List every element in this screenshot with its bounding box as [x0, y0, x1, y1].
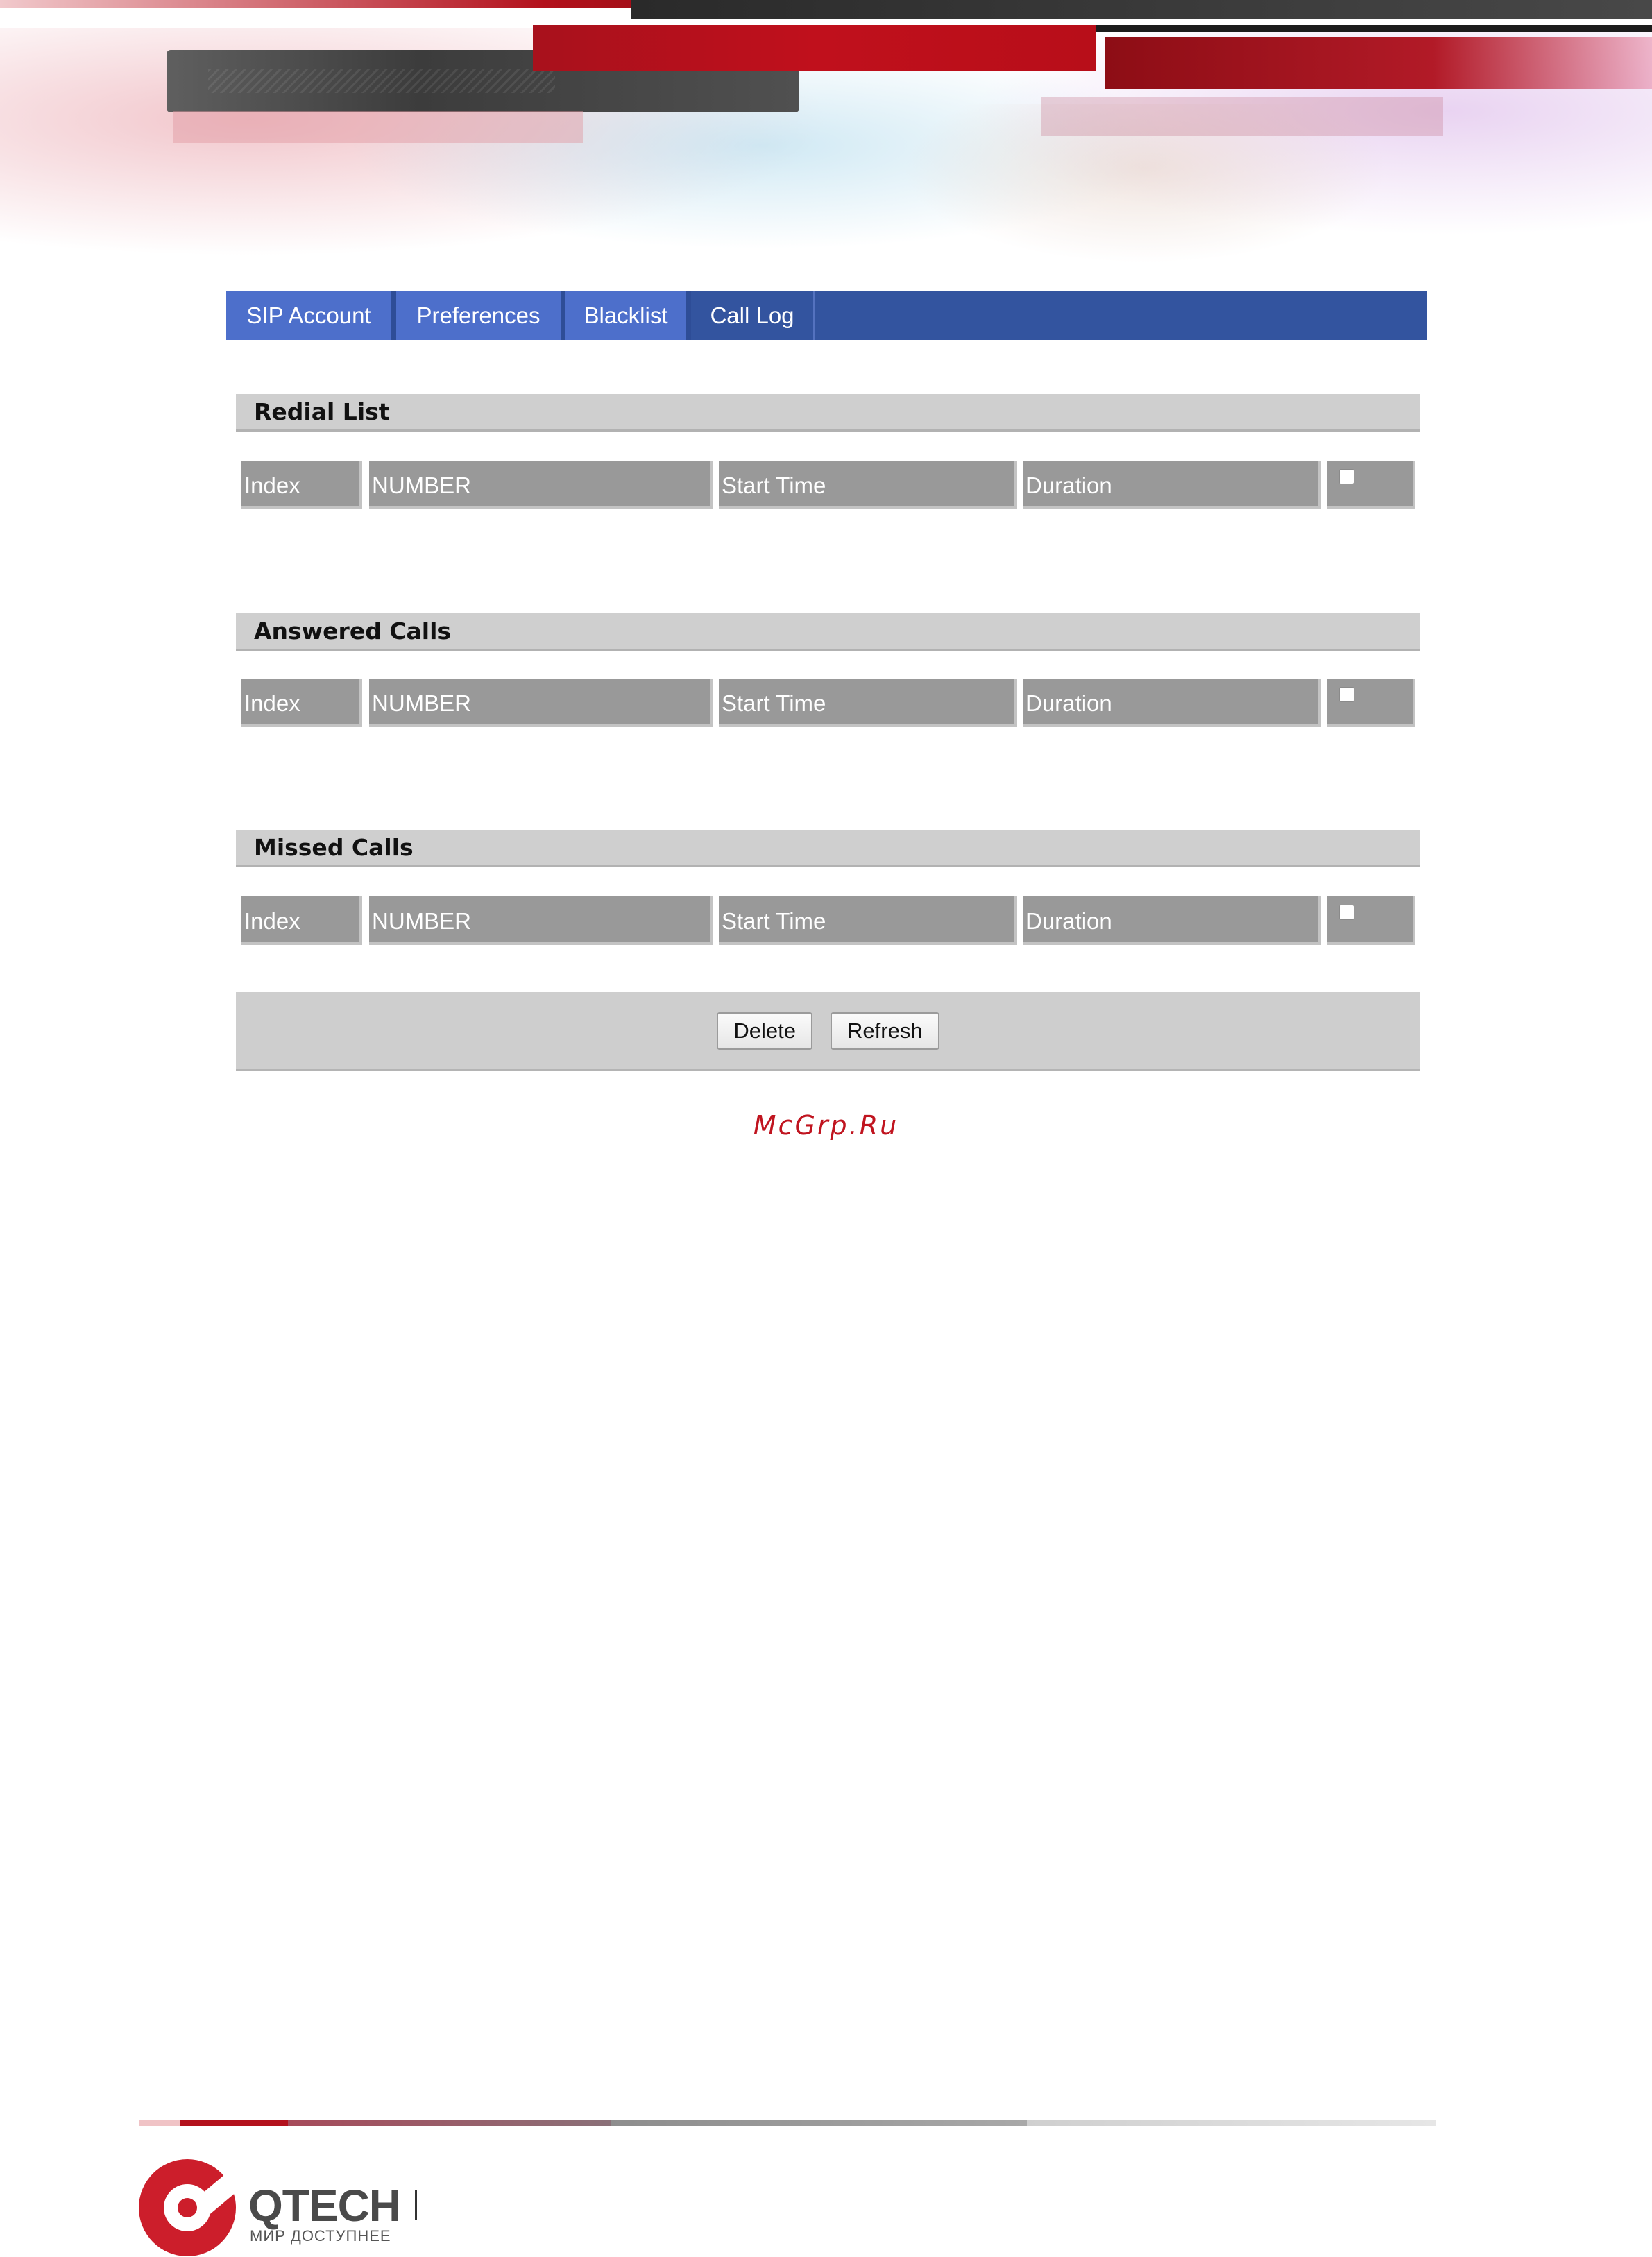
logo-brand-name: QTECH — [248, 2181, 400, 2231]
section-title-answered-calls: Answered Calls — [236, 613, 1420, 651]
action-panel — [236, 992, 1420, 1071]
tab-blacklist[interactable]: Blacklist — [565, 291, 691, 340]
column-header-duration: Duration — [1023, 679, 1321, 727]
column-header-number: NUMBER — [369, 896, 713, 945]
column-header-index: Index — [241, 896, 362, 945]
table-header-missed-calls — [241, 896, 1415, 945]
select-all-cell — [1327, 461, 1415, 509]
footer-line — [139, 2120, 180, 2126]
banner-pink-bar — [173, 111, 583, 143]
select-all-checkbox-answered[interactable] — [1339, 687, 1354, 702]
qtech-logo — [139, 2158, 583, 2257]
footer-line — [611, 2120, 1027, 2126]
refresh-button[interactable]: Refresh — [831, 1012, 939, 1050]
select-all-cell — [1327, 679, 1415, 727]
logo-tagline: МИР ДОСТУПНЕЕ — [250, 2227, 391, 2245]
column-header-start-time: Start Time — [719, 461, 1017, 509]
header-banner — [0, 0, 1652, 264]
table-header-answered-calls — [241, 679, 1415, 727]
column-header-start-time: Start Time — [719, 679, 1017, 727]
banner-red-bar — [1105, 37, 1652, 89]
delete-button[interactable]: Delete — [717, 1012, 812, 1050]
footer-line — [180, 2120, 288, 2126]
footer-line — [1027, 2120, 1436, 2126]
column-header-duration: Duration — [1023, 896, 1321, 945]
column-header-number: NUMBER — [369, 679, 713, 727]
logo-separator — [415, 2190, 417, 2220]
table-header-redial-list — [241, 461, 1415, 509]
banner-stripe — [1096, 25, 1652, 32]
column-header-start-time: Start Time — [719, 896, 1017, 945]
banner-stripe — [631, 0, 1652, 19]
column-header-index: Index — [241, 461, 362, 509]
select-all-checkbox-redial[interactable] — [1339, 469, 1354, 484]
column-header-index: Index — [241, 679, 362, 727]
tab-sip-account[interactable]: SIP Account — [226, 291, 396, 340]
tab-bar — [226, 291, 1427, 340]
tab-call-log[interactable]: Call Log — [691, 291, 815, 340]
column-header-number: NUMBER — [369, 461, 713, 509]
watermark-text: McGrp.Ru — [753, 1110, 899, 1141]
section-title-redial-list: Redial List — [236, 394, 1420, 432]
section-title-missed-calls: Missed Calls — [236, 830, 1420, 867]
tab-preferences[interactable]: Preferences — [396, 291, 565, 340]
footer-line — [288, 2120, 611, 2126]
banner-hatch — [208, 69, 555, 93]
banner-pink-bar — [1041, 97, 1443, 136]
banner-red-bar — [533, 25, 1096, 71]
select-all-checkbox-missed[interactable] — [1339, 905, 1354, 920]
select-all-cell — [1327, 896, 1415, 945]
qtech-logo-icon — [139, 2158, 239, 2257]
column-header-duration: Duration — [1023, 461, 1321, 509]
